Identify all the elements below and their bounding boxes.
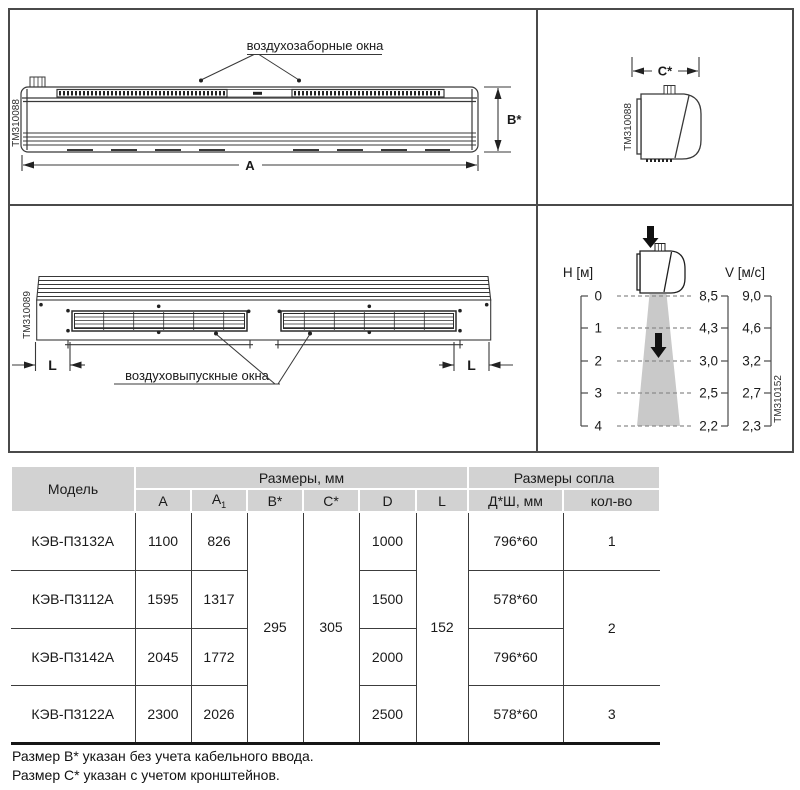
v-primary-value: 3,0 (699, 353, 718, 369)
cell-a1: 2026 (191, 685, 247, 743)
col-header-b: B* (247, 489, 303, 512)
v-secondary-value: 4,6 (742, 320, 761, 336)
v-secondary-value: 3,2 (742, 353, 761, 369)
cell-count-merged: 2 (563, 570, 660, 685)
cell-nozzle: 578*60 (468, 570, 563, 628)
bottom-view-panel (10, 206, 536, 451)
cell-d: 2000 (359, 628, 416, 685)
cell-d: 1500 (359, 570, 416, 628)
h-value: 1 (594, 320, 602, 336)
outlet-windows-label: воздуховыпускные окна (125, 368, 269, 383)
h-value: 3 (594, 385, 602, 401)
airflow-diagram (538, 206, 792, 451)
cell-a: 2300 (135, 685, 191, 743)
side-view-panel (538, 10, 792, 204)
v-secondary-value: 2,3 (742, 418, 761, 434)
col-group-nozzle: Размеры сопла (468, 466, 660, 489)
col-header-nozzle-size: Д*Ш, мм (468, 489, 563, 512)
v-secondary-value: 9,0 (742, 288, 761, 304)
cell-a1: 826 (191, 512, 247, 570)
h-value: 2 (594, 353, 602, 369)
drawing-code-airflow: TM310152 (773, 375, 784, 423)
spec-table (10, 465, 661, 745)
col-header-model: Модель (11, 466, 135, 512)
cell-nozzle: 796*60 (468, 628, 563, 685)
cell-a: 1595 (135, 570, 191, 628)
dim-c-label: C* (657, 63, 673, 79)
cell-b-merged: 295 (247, 512, 303, 743)
cell-model: КЭВ-П3112А (11, 570, 135, 628)
col-header-nozzle-count: кол-во (563, 489, 660, 512)
col-header-c: C* (303, 489, 359, 512)
cell-nozzle: 796*60 (468, 512, 563, 570)
col-header-a1: $A_1$ (191, 489, 247, 512)
drawings-frame (8, 8, 794, 453)
front-view-panel (10, 10, 536, 204)
drawing-code-bottom: TM310089 (22, 291, 33, 339)
h-value: 4 (594, 418, 602, 434)
dim-a-label: A (245, 158, 255, 173)
cell-a1: 1772 (191, 628, 247, 685)
cell-count: 1 (607, 533, 616, 550)
dim-l-left-label: L (48, 357, 57, 373)
col-header-d: D (359, 489, 416, 512)
airflow-diagram-panel (538, 206, 792, 451)
note-b: Размер B* указан без учета кабельного ввода. (12, 748, 314, 764)
v-secondary-value: 2,7 (742, 385, 761, 401)
cell-d: 2500 (359, 685, 416, 743)
front-view-drawing (10, 10, 536, 204)
cell-a: 1100 (135, 512, 191, 570)
col-group-dimensions: Размеры, мм (135, 466, 468, 489)
intake-windows-label: воздухозаборные окна (246, 38, 384, 53)
bottom-view-drawing (10, 206, 536, 451)
unit-pictogram (637, 244, 685, 294)
cell-count: 3 (563, 685, 660, 743)
col-header-a: A (135, 489, 191, 512)
cell-model: КЭВ-П3142А (11, 628, 135, 685)
cell-d: 1000 (359, 512, 416, 570)
cell-a: 2045 (135, 628, 191, 685)
cell-model: КЭВ-П3122А (11, 685, 135, 743)
footnotes (12, 747, 314, 785)
cell-l-merged: 152 (416, 512, 468, 743)
cell-model: КЭВ-П3132А (11, 512, 135, 570)
drawing-code-side: TM310088 (623, 103, 634, 151)
v-primary-value: 2,2 (699, 418, 718, 434)
v-primary-value: 8,5 (699, 288, 718, 304)
side-view-drawing (538, 10, 792, 204)
col-header-l: L (416, 489, 468, 512)
air-jet-cone (637, 294, 680, 426)
velocity-axis-label: V [м/с] (724, 265, 766, 280)
v-primary-value: 4,3 (699, 320, 718, 336)
dim-l-right-label: L (467, 357, 476, 373)
height-axis-label: H [м] (562, 265, 594, 280)
v-primary-value: 2,5 (699, 385, 718, 401)
cell-c-merged: 305 (303, 512, 359, 743)
drawing-code-front: TM310088 (11, 99, 22, 147)
note-c: Размер C* указан с учетом кронштейнов. (12, 767, 280, 783)
cell-a1: 1317 (191, 570, 247, 628)
table-row (11, 512, 660, 570)
h-value: 0 (594, 288, 602, 304)
cell-nozzle: 578*60 (468, 685, 563, 743)
dim-b-label: B* (507, 112, 522, 127)
